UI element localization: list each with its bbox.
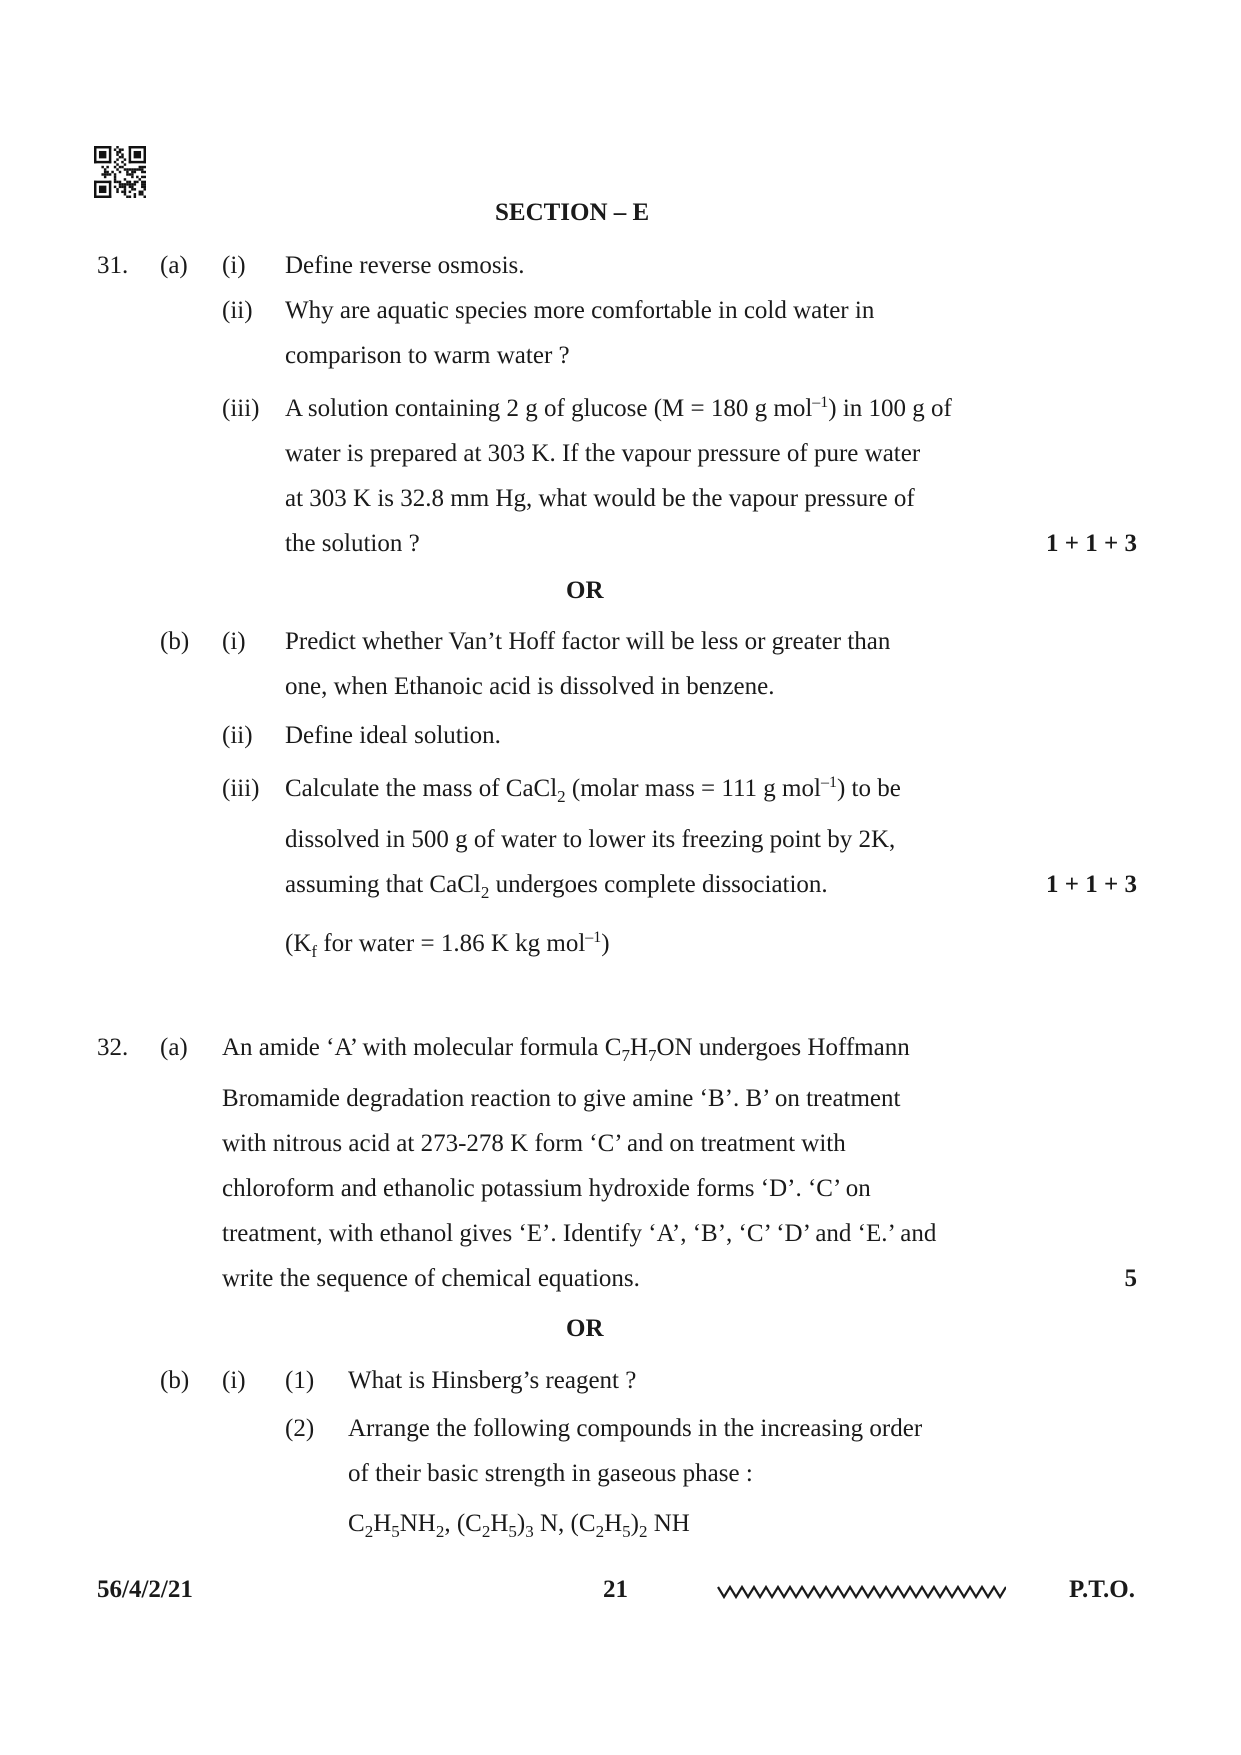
question-number: 31. <box>97 252 129 279</box>
question-text: comparison to warm water ? <box>285 342 570 369</box>
question-text: write the sequence of chemical equations. <box>222 1265 640 1292</box>
question-text: of their basic strength in gaseous phase : <box>348 1460 753 1487</box>
question-text: the solution ? <box>285 530 420 557</box>
question-text: Bromamide degradation reaction to give amine ‘B’. B’ on treatment <box>222 1085 901 1112</box>
or-divider: OR <box>566 1315 604 1342</box>
wavy-line-icon <box>716 1583 1006 1601</box>
question-text: Define ideal solution. <box>285 722 501 749</box>
subpart-label: (i) <box>222 628 246 655</box>
marks: 5 <box>1124 1265 1137 1292</box>
part-label: (b) <box>160 628 190 655</box>
part-label: (a) <box>160 1034 188 1061</box>
marks: 1 + 1 + 3 <box>1046 871 1137 898</box>
question-text: water is prepared at 303 K. If the vapour pressure of pure water <box>285 440 921 467</box>
question-text: dissolved in 500 g of water to lower its freezing point by 2K, <box>285 826 896 853</box>
subpart-label: (i) <box>222 252 246 279</box>
qr-code <box>94 146 146 198</box>
question-text: Why are aquatic species more comfortable in cold water in <box>285 297 875 324</box>
subpart-label: (i) <box>222 1367 246 1394</box>
question-number: 32. <box>97 1034 129 1061</box>
question-text: with nitrous acid at 273-278 K form ‘C’ and on treatment with <box>222 1130 846 1157</box>
page-number: 21 <box>603 1576 628 1603</box>
pto-label: P.T.O. <box>1069 1576 1135 1603</box>
question-text: Define reverse osmosis. <box>285 252 525 279</box>
constant-note: ($K_f$ for water = 1.86 K kg mol$^{-1}$) <box>285 929 610 961</box>
question-text: at 303 K is 32.8 mm Hg, what would be the vapour pressure of <box>285 485 915 512</box>
subpart-label: (ii) <box>222 297 253 324</box>
item-label: (2) <box>285 1415 315 1442</box>
question-text: A solution containing 2 g of glucose (M = 180 g mol$^{-1}$) in 100 g of <box>285 394 952 422</box>
question-text: Arrange the following compounds in the increasing order <box>348 1415 923 1442</box>
question-text: An amide ‘A’ with molecular formula $C_7H_7ON$ undergoes Hoffmann <box>222 1034 910 1065</box>
item-label: (1) <box>285 1367 315 1394</box>
question-text: Calculate the mass of CaCl$_2$ (molar mass = 111 g mol$^{-1}$) to be <box>285 774 901 806</box>
subpart-label: (ii) <box>222 722 253 749</box>
compound-list: $C_2H_5NH_2$, $(C_2H_5)_3$ N, $(C_2H_5)_2$ NH <box>348 1510 690 1541</box>
question-text: chloroform and ethanolic potassium hydroxide forms ‘D’. ‘C’ on <box>222 1175 871 1202</box>
part-label: (b) <box>160 1367 190 1394</box>
subpart-label: (iii) <box>222 775 260 802</box>
question-text: treatment, with ethanol gives ‘E’. Identify ‘A’, ‘B’, ‘C’ ‘D’ and ‘E.’ and <box>222 1220 937 1247</box>
or-divider: OR <box>566 577 604 604</box>
section-title: SECTION – E <box>495 199 650 226</box>
marks: 1 + 1 + 3 <box>1046 530 1137 557</box>
subpart-label: (iii) <box>222 395 260 422</box>
question-text: assuming that CaCl$_2$ undergoes complete dissociation. <box>285 871 828 902</box>
part-label: (a) <box>160 252 188 279</box>
question-text: one, when Ethanoic acid is dissolved in benzene. <box>285 673 775 700</box>
paper-code: 56/4/2/21 <box>97 1576 193 1603</box>
question-text: What is Hinsberg’s reagent ? <box>348 1367 637 1394</box>
question-text: Predict whether Van’t Hoff factor will be less or greater than <box>285 628 891 655</box>
